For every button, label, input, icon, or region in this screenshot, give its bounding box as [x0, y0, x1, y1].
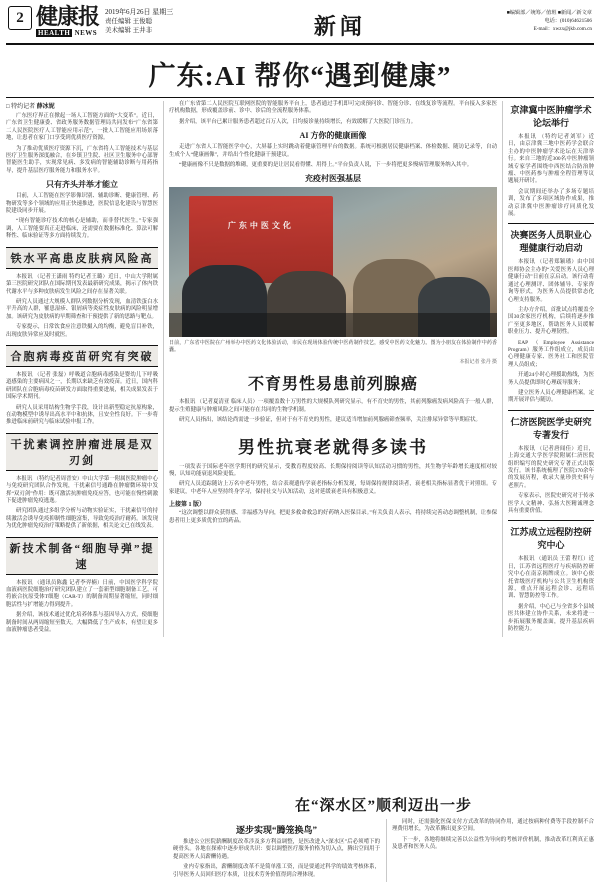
paragraph: 本报讯 （记者夏清亚 临床人员）一项覆盖数十万男性的大规模队列研究显示，有不育史的男性，其前列腺癌发病风险高于一般人群，提示生殖健康与肿瘤风险之间可能存在共同的生物学机制。: [169, 399, 497, 413]
paragraph: 本报讯 （记者唐闻佳）近日，上海交通大学医学院附属仁济医院组织编写的院史研究专著正式出版发行。该书系统梳理了医院170余年的发展历程，收录大量珍贵史料与老照片。: [508, 445, 594, 489]
middle-subhead-ai: AI 方你的健康画像: [299, 131, 367, 141]
left-body-2: [6, 274, 158, 339]
paragraph: “现有智能诊疗技术的核心是辅助，而非替代医生。”专家强调，人工智能要真正走进临床，还需要在数据标准化、算法可解释性、临床验证等多方面持续发力。: [6, 218, 158, 240]
right-title-forum: 京津冀中医肿瘤学术论坛举行: [510, 105, 592, 128]
middle-bold-note: 充疫村医强基层: [305, 174, 361, 184]
photo-banner-text: 广东中医文化: [227, 220, 294, 230]
byline: [6, 101, 158, 110]
paragraph: 会议期间还举办了多场专题培训，发布了多项区域协作成果，推动京津冀中医肿瘤诊疗同质化发展。: [508, 188, 594, 218]
middle-title-read: 男性抗衰老就得多读书: [238, 437, 428, 457]
headline-rule: [6, 97, 594, 98]
paragraph: 本报讯 （记者郑颖璠）由中国医师协会主办的“关爱医务人员心理健康行动”日前在京启动。该行动将通过心理测评、团体辅导、专家咨询等形式，为医务人员提供常态化心理支持服务。: [508, 259, 594, 303]
column-middle: [163, 101, 497, 637]
editor-line: 责任编辑 王俊聪: [105, 18, 153, 25]
logo: [36, 6, 99, 37]
paragraph: 本报讯 （通讯员陈鑫 记者李羿楠）日前，中国医学科学院血液病医院细胞治疗研究团队建立了一套新型细胞制备工艺，可将嵌合抗原受体T细胞（CAR-T）的制备周期显著缩短，同时细胞活性与扩增能力得到提升。: [6, 579, 158, 608]
art-editor-line: 美术编辑 王井非: [105, 27, 153, 34]
bottom-col-1: [173, 819, 380, 882]
byline-label: □ 特约记者: [6, 104, 36, 110]
paragraph: 本报讯 （特约记者周晋安）中山大学第一附属医院肿瘤中心与免疫研究团队合作发现，干扰素信号通路在肿瘤微环境中发挥“双刃剑”作用：既可激活抗肿瘤免疫应答，也可能在慢性刺激下促进肿瘤免疫逃逸。: [6, 475, 158, 504]
bottom-col-2: [386, 819, 594, 882]
middle-body-prostate: [169, 399, 497, 424]
byline-name: 薛冰妮: [36, 104, 55, 110]
left-body-5: [6, 580, 158, 635]
left-section-title-2: 合胞病毒疫苗研究有突破: [6, 345, 158, 367]
bottom-feature: [173, 792, 594, 882]
right-divider-1: [508, 223, 594, 224]
paragraph: 专家表示，医院史研究对于传承医学人文精神、弘扬大医精诚理念具有重要价值。: [508, 493, 594, 515]
left-body-1: [6, 193, 158, 240]
paragraph: 下一步，各地将继续完善以公益性为导向的考核评价机制，推动改革红利真正惠及患者和医务人员。: [392, 836, 594, 851]
right-divider-3: [508, 520, 594, 521]
logo-en-news: NEWS: [74, 29, 98, 37]
paragraph: “这次调整以群众获得感、幸福感为导向，把更多救命救急的好药纳入医保目录。”有关负责人表示，将持续完善动态调整机制，让参保患者用上更多质优价宜的药品。: [169, 510, 497, 524]
paragraph: 本报讯 （特约记者刘军）近日，由京津冀三地中医药学会联合主办的中医肿瘤学术论坛在天津举行。来自三地的近300名中医肿瘤领域专家学者围绕中西医结合防治肿瘤、中医药参与肿瘤全程管理等议题展开研讨。: [508, 134, 594, 185]
right-body-renji: [508, 446, 594, 516]
bottom-title: 在“深水区”顺利迈出一步: [294, 797, 472, 814]
photo-caption: 日前，广东省中医院在广州举办中医药文化体验活动，市民在现场体验传统中医药制作技艺，感受中医药文化魅力。图为小朋友在体验制作中药香囊。: [169, 341, 497, 354]
paragraph: 据介绍，该技术通过优化培养体系与基因导入方式，使细胞制备时间从两周缩短至数天，大幅降低了生产成本，有望让更多血液肿瘤患者受益。: [6, 612, 158, 634]
bottom-subhead: 逐步实现“腾笼换鸟”: [235, 824, 317, 835]
paragraph: 据介绍，中心已与全省多个县域医共体建立协作关系，未来将进一步拓展服务覆盖面，提升基层疾病防控能力。: [508, 603, 594, 633]
paragraph: 在广东省第二人民医院互联网医院的智能服务平台上，患者通过手机即可完成预问诊、智能分诊、在线复诊等流程。平台接入多家医疗机构数据，形成覆盖诊前、诊中、诊后的全流程服务体系。: [169, 101, 497, 115]
paragraph: 研究人员采用结构生物学手段，设计出新型稳定抗原构象，在动物模型中诱导出高水平中和抗体，且安全性良好。下一步将推进临床前研究与临床试验申报工作。: [6, 404, 158, 426]
middle-body-read: [169, 464, 497, 497]
paragraph: 一项发表于国际老年医学期刊的研究显示，受教育程度较高、长期保持阅读等认知活动习惯的男性，其生物学年龄增长速度相对较慢，认知功能衰退风险更低。: [169, 463, 497, 478]
list-item: 建立医务人员心理健康档案，定期开展评估与随访。: [508, 389, 594, 404]
paragraph: 专家提示，日常饮食应注意铁摄入的均衡，避免盲目补铁，出现皮肤异常应及时就医。: [6, 324, 158, 338]
paragraph: 本报讯 （通讯员 王蕾 程红）近日，江苏省远程医疗与疾病防控研究中心在南京揭牌成立。该中心依托省级医疗机构与公共卫生机构资源，重点开展远程会诊、远程培训、智慧防控等工作。: [508, 556, 594, 600]
section-title: 新闻: [313, 14, 366, 39]
paragraph: 研究人员指出，该结论尚需进一步验证，但对于有不育史的男性，建议适当增加前列腺癌筛查频率，关注排尿异常等早期症状。: [179, 417, 481, 424]
contact-line-2: 电话：(010)64621506: [544, 18, 592, 24]
page-number: 2: [8, 6, 32, 30]
logo-title: 健康报: [36, 4, 100, 29]
right-body-forum: [508, 134, 594, 218]
right-title-jiangsu: 江苏成立远程防控研究中心: [510, 527, 592, 551]
left-subhead-1: 只有齐头并举才能立: [46, 180, 118, 190]
page-columns: [6, 101, 594, 637]
middle-title-prostate: 不育男性易患前列腺癌: [247, 376, 418, 394]
middle-body-ai: [169, 144, 497, 169]
paragraph: 广东医疗界正在掀起一场人工智能方面的“大变革”。近日，广东省卫生健康委、省政务服务数据管理局共同发布“广东省第二人民医院医疗人工智能应用示范”，一批人工智能应用场景落地，让患者在家门口享受到优质医疗资源。: [6, 113, 158, 142]
list-item: EAP（Employee Assistance Program）服务工作组成立，成员由心理健康专家、医务社工和医院管理人员组成；: [508, 339, 594, 368]
continuation-note-body: [169, 510, 497, 525]
logo-en-health: HEALTH: [38, 29, 71, 37]
left-section-title-1: 铁水平高患皮肤病风险高: [6, 247, 158, 269]
issue-date: 2019年6月26日 星期三: [105, 8, 174, 16]
date-block: [105, 6, 173, 35]
masthead: [6, 0, 594, 45]
paragraph: 据介绍，该平台已累计服务患者超过百万人次，日均接诊量持续增长，有效缓解了大医院门诊压力。: [179, 118, 417, 125]
left-body-3: [6, 372, 158, 427]
middle-lead: [169, 101, 497, 126]
photo-credit: 本报记者 张丹 摄: [459, 360, 497, 366]
bottom-body-1: [173, 839, 380, 879]
contact-line-3: E-mail：xwzx@jkb.com.cn: [533, 26, 592, 32]
paragraph: 走进广东省人工智能医学中心，大屏幕上实时跳动着健康管理平台的数据。系统可根据居民健康档案、体检数据、随访记录等，自动生成个人“健康画像”，并给出个性化健康干预建议。: [169, 144, 497, 158]
continuation-note-title: 上接第 1 版）: [169, 502, 206, 509]
left-section-title-4: 新技术制备“细胞导弹”提速: [6, 537, 158, 575]
paragraph: 主办方介绍，首批试点将覆盖全国30余家医疗机构，后续将逐步推广至更多地区，帮助医务人员缓解职业压力、提升心理韧性。: [508, 306, 594, 336]
right-divider-2: [508, 410, 594, 411]
column-right: [502, 101, 594, 637]
paragraph: 研究团队通过多组学分析与动物实验证实，干扰素信号的持续激活会诱导免疫抑制性细胞富集，导致免疫治疗耐药。该发现为优化肿瘤免疫治疗策略提供了新依据，相关论文已在线发表。: [6, 508, 158, 530]
left-section-title-3: 干扰素调控肿瘤进展是双刃剑: [6, 433, 158, 471]
left-lead: [6, 113, 158, 175]
contact-block: [507, 6, 592, 33]
right-body-mental: [508, 259, 594, 404]
paragraph: 为了推动优质医疗资源下沉，广东省将人工智能技术与基层医疗卫生服务深度融合，在乡镇卫生院、社区卫生服务中心部署智能医生助手，实现常见病、多发病的智能辅助诊断与用药指导，提升基层医疗服务能力和服务水平。: [6, 145, 158, 174]
column-left: [6, 101, 158, 637]
paragraph: 本报讯 （记者王潇雨 特约记者王璐）近日，中山大学附属第三医院研究团队在国际期刊发表最新研究成果，揭示了体内铁代谢水平与多种皮肤病发生风险之间存在显著关联。: [6, 273, 158, 295]
news-photo: [169, 187, 497, 337]
main-headline: 广东:AI 帮你“遇到健康”: [148, 61, 452, 91]
bottom-columns: [173, 819, 594, 882]
right-title-renji: 仁济医院医学史研究专著发行: [510, 416, 592, 440]
paragraph: 推进公立医院薪酬制度改革涉及多方利益调整，是医改进入“深水区”后必须啃下的硬骨头。各地在探索中逐步形成共识：要以调整医疗服务价格为切入点，腾出空间用于提高医务人员薪酬待遇。: [173, 838, 380, 860]
right-title-mental: 决赛医务人员职业心理健康行动启动: [510, 230, 592, 254]
paragraph: 同时，还需强化医保支付方式改革的协同作用，通过按病种付费等手段控制不合理费用增长，为改革腾出更多空间。: [392, 818, 594, 833]
paragraph: “健康画像不只是数据的堆砌，更重要的是让居民看得懂、用得上。”平台负责人说，下一步将把更多慢病管理服务纳入其中。: [179, 162, 473, 169]
logo-subtitle: [36, 29, 99, 37]
paragraph: 研究人员通过大规模人群队列数据分析发现，血清铁蛋白水平升高的人群，罹患湿疹、银屑病等炎症性皮肤病的风险明显增加。该研究为皮肤病的早期筛查和干预提供了新的思路与靶点。: [6, 298, 158, 320]
paragraph: 研究人员追踪随访上万名中老年男性，结合表观遗传学衰老指标分析发现，每周保持规律阅读者，衰老相关指标显著优于对照组。专家建议，中老年人应坚持终身学习，保持社交与认知活动，这对延缓衰老具有积极意义。: [169, 481, 497, 495]
bottom-body-2: [387, 819, 594, 852]
paragraph: 业内专家指出，薪酬制度改革不是简单涨工资，而是要通过科学的绩效考核体系，引导医务人员回归医疗本质，让技术劳务价值得到合理体现。: [173, 864, 380, 878]
paragraph: 目前，人工智能在医学影像识别、辅助诊断、健康管理、药物研发等多个领域的应用正快速推进，医院信息化建设与智慧医院建设同步开展。: [6, 193, 158, 215]
left-body-4: [6, 476, 158, 531]
photo-table: [169, 313, 497, 337]
list-item: 开通24小时心理援助热线，为医务人员提供即时心理疏导服务；: [508, 372, 594, 386]
contact-line-1: ■编辑部／统筹／值班 ■新闻／新文章: [506, 10, 592, 16]
paragraph: 本报讯 （记者 张磊）呼吸道合胞病毒感染是婴幼儿下呼吸道感染的主要病因之一，长期以来缺乏有效疫苗。近日，国内科研团队在合胞病毒疫苗研发方面取得重要进展，相关成果发表于国际学术期刊。: [6, 371, 158, 401]
right-body-jiangsu: [508, 556, 594, 633]
